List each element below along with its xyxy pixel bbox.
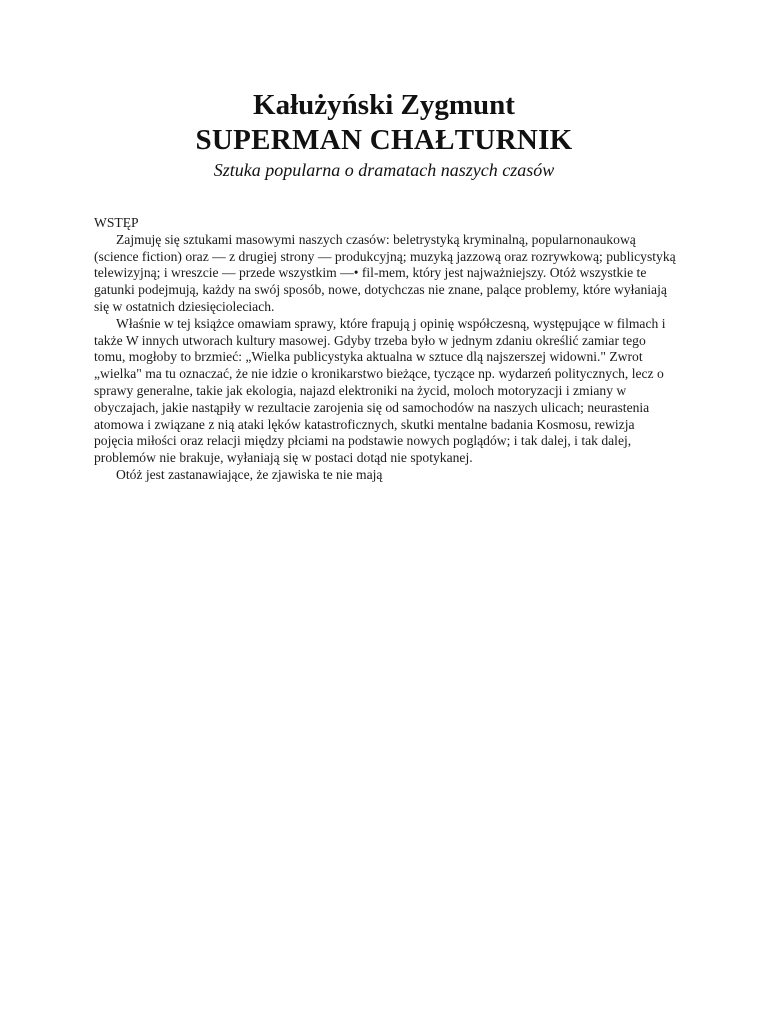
book-subtitle: Sztuka popularna o dramatach naszych czasów <box>213 160 555 180</box>
document-body <box>94 215 676 484</box>
paragraph-2: Właśnie w tej książce omawiam sprawy, które frapują j opinię współczesną, występujące w filmach i także W innych utworach kultury masowej. Gdyby trzeba było w jednym zdaniu określić zamiar tego tomu, mogłoby to brzmieć: „Wielka publicystyka aktualna w sztuce dlą najszerszej widowni." Zwrot „wielka" ma tu oznaczać, że nie idzie o kronikarstwo bieżące, tyczące np. wydarzeń politycznych, lecz o sprawy generalne, takie jak ekologia, najazd elektroniki na życid, moloch motoryzacji i zmiany w obyczajach, jakie nastąpiły w rezultacie zarojenia się od samochodów na naszych ulicach; neurastenia atomowa i związane z nią ataki lęków katastroficznych, skutki mentalne badania Kosmosu, rewizja pojęcia miłości oraz relacji między płciami na podstawie nowych poglądów; i tak dalej, i tak dalej, problemów nie brakuje, wyłaniają się w postaci dotąd nie spotykanej. <box>94 315 666 466</box>
paragraph-3: Otóż jest zastanawiające, że zjawiska te nie mają <box>116 466 383 482</box>
paragraph-1: Zajmuję się sztukami masowymi naszych czasów: beletrystyką kryminalną, popularnonaukową (science fiction) oraz — z drugiej strony — produkcyjną; muzyką jazzową oraz rozrywkową; publicystyką telewizyjną; i wreszcie — przede wszystkim —• fil-mem, który jest najważniejszy. Otóż wszystkie te gatunki podejmują, każdy na swój sposób, nowe, dotychczas nie znane, palące problemy, które wyłaniają się w ostatnich dziesięcioleciach. <box>94 231 676 314</box>
title-block <box>0 88 768 182</box>
book-title: SUPERMAN CHAŁTURNIK <box>195 124 573 156</box>
section-heading: WSTĘP <box>94 215 139 230</box>
author-name: Kałużyński Zygmunt <box>253 89 515 121</box>
